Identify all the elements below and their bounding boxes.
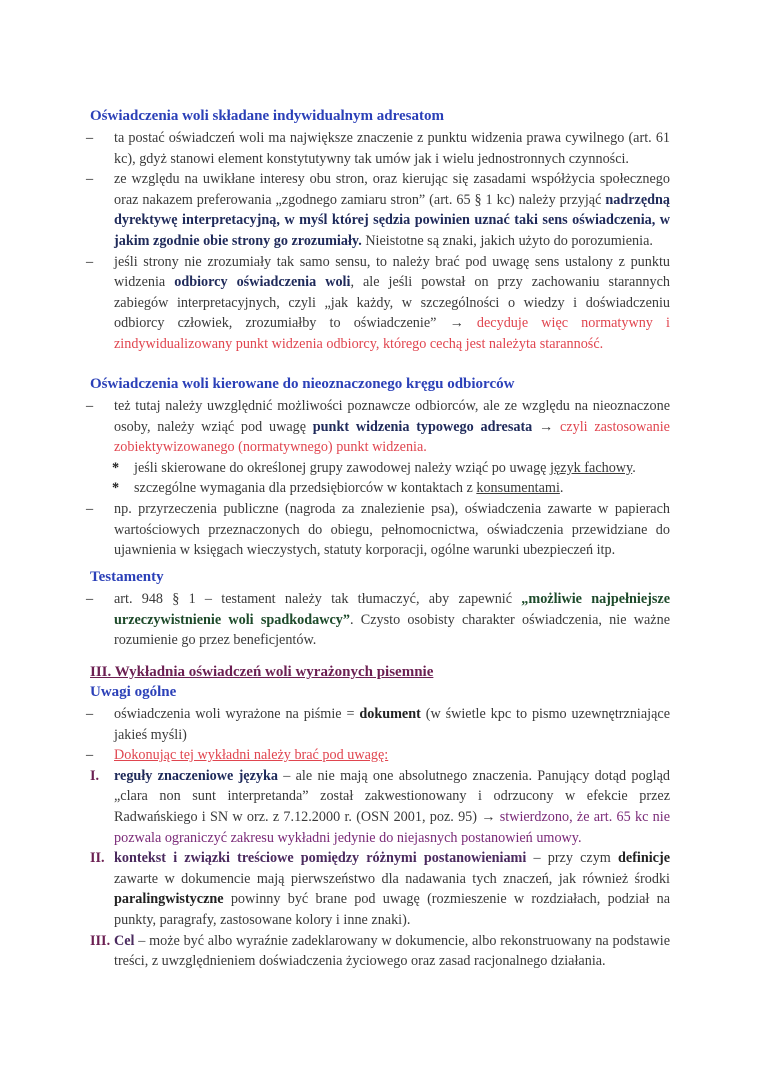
paragraph-text: powinny być brane pod uwagę (rozmieszenie w rozdziałach, podział na punkty, paragrafy, zastosowane kolory i inne znaki).	[114, 891, 670, 928]
dash-marker: –	[86, 591, 94, 607]
bold-term-text: reguły znaczeniowe języka	[114, 767, 278, 784]
bold-term-text: kontekst i związki treściowe pomiędzy różnymi postanowieniami	[114, 850, 527, 867]
roman-numeral: I.	[90, 767, 100, 784]
list-item	[86, 128, 670, 169]
list-item	[86, 589, 670, 651]
paragraph-text: , ale jeśli powstał on przy zachowaniu starannych zabiegów interpretacyjnych, czyli „jak każdy, w szczególności o wiedzy i doświadczeniu odbiorcy człowiek, zrozumiałby to oświadczenie” →	[114, 274, 670, 332]
paragraph-text: – ale nie mają one absolutnego znaczenia. Panujący dotąd pogląd „clara non sunt interpretanda” został zakwestionowany i odrzucony w efekcie przez Radwańskiego i SN w orz. z 7.12.2000 r. (OSN 2001, poz. 95) →	[114, 767, 670, 825]
list-item	[86, 745, 670, 766]
dash-marker: –	[86, 706, 94, 722]
section-heading-general-remarks: Uwagi ogólne	[90, 684, 177, 700]
paragraph-text: . Czysto osobisty charakter oświadczenia, nie ważne rozumienie go przez beneficjentów.	[114, 611, 670, 649]
sub-list-item	[90, 478, 670, 499]
bold-quote-text: „możliwie najpełniejsze urzeczywistnienie woli spadkodawcy”	[114, 591, 670, 628]
arrow-text: →	[532, 418, 560, 435]
section-heading-individual: Oświadczenia woli składane indywidualnym adresatom	[90, 108, 444, 124]
dash-marker: –	[86, 253, 94, 270]
paragraph-text: jeśli strony nie zrozumiały tak samo sensu, to należy brać pod uwagę sens ustalony z punktu widzenia	[114, 253, 670, 291]
section-heading-undefined-recipients: Oświadczenia woli kierowane do nieoznaczonego kręgu odbiorców	[90, 376, 515, 392]
list-item	[86, 169, 670, 251]
paragraph-text: oświadczenia woli wyrażone na piśmie =	[114, 706, 360, 722]
underlined-text: język fachowy	[550, 459, 633, 476]
chapter-title: III. Wykładnia oświadczeń woli wyrażonych pisemnie	[90, 664, 434, 680]
list-item	[86, 704, 670, 745]
list-item	[86, 252, 670, 355]
bold-directive-text: nadrzędną dyrektywę interpretacyjną, w myśl której sędzia powinien uznać taki sens oświadczenia, w jakim zgodnie obie strony go zrozumiały.	[114, 191, 670, 249]
dash-marker: –	[86, 398, 94, 414]
paragraph-text: – może być albo wyraźnie zadeklarowany w dokumencie, albo rekonstruowany na podstawie treści, z uwzględnieniem doświadczenia życiowego oraz zasad racjonalnego działania.	[114, 932, 670, 970]
bold-term-text: Cel	[114, 932, 135, 949]
paragraph-text: (w świetle kpc to pismo uzewnętrzniające jakieś myśli)	[114, 706, 670, 743]
dash-marker: –	[86, 500, 94, 517]
bold-term-text: paralingwistyczne	[114, 891, 224, 908]
roman-list-item	[90, 848, 670, 930]
star-marker: *	[112, 480, 120, 497]
paragraph-text: jeśli skierowane do określonej grupy zawodowej należy wziąć po uwagę	[134, 459, 551, 476]
red-emphasis-text: decyduje więc normatywny i zindywidualizowany punkt widzenia odbiorcy, którego cechą jest należyta staranność.	[114, 315, 670, 352]
section-body-undefined-recipients	[86, 396, 670, 561]
bold-term-text: dokument	[359, 706, 421, 722]
dash-marker: –	[86, 130, 94, 146]
bold-term-text: definicje	[618, 850, 671, 867]
red-emphasis-text: czyli zastosowanie zobiektywizowanego (normatywnego) punkt widzenia.	[114, 418, 670, 456]
paragraph-text: np. przyrzeczenia publiczne (nagroda za znalezienie psa), oświadczenia zawarte w papierach wartościowych przeznaczonych do obiegu, pełnomocnictwa, oświadczenia przewidziane do ujawnienia w księgach wieczystych, statuty korporacji, ogólne warunki ubezpieczeń itp.	[114, 500, 670, 559]
roman-list-item	[90, 766, 670, 848]
bold-term-text: punkt widzenia typowego adresata	[312, 418, 533, 435]
paragraph-text: zawarte w dokumencie mają pierwszeństwo dla nadawania tych znaczeń, jak również środki	[114, 870, 670, 887]
roman-list-item	[90, 931, 670, 972]
sub-list-item	[90, 458, 670, 479]
list-item	[86, 499, 670, 561]
paragraph-text: – przy czym	[526, 850, 618, 867]
list-item	[86, 396, 670, 458]
section-body-individual	[86, 128, 670, 355]
paragraph-text: art. 948 § 1 – testament należy tak tłumaczyć, aby zapewnić	[114, 591, 522, 607]
bold-term-text: odbiorcy oświadczenia woli	[174, 274, 351, 291]
underlined-text: konsumentami	[476, 480, 560, 497]
paragraph-text: też tutaj należy uwzględnić możliwości poznawcze odbiorców, ale ze względu na nieoznaczone osoby, należy wziąć pod uwagę	[114, 398, 670, 435]
section-body-testaments	[86, 589, 670, 651]
paragraph-text: ta postać oświadczeń woli ma największe znaczenie z punktu widzenia prawa cywilnego (art. 61 kc), gdyż stanowi element konstytutywny tak umów jak i wielu jednostronnych czynności.	[114, 130, 670, 167]
section-body-written	[86, 704, 671, 972]
punctuation: .	[559, 480, 564, 497]
section-heading-testaments: Testamenty	[90, 569, 164, 585]
roman-numeral: III.	[90, 932, 111, 949]
paragraph-text: ze względu na uwikłane interesy obu stron, oraz kierując się zasadami współżycia społecznego oraz nakazem preferowania „zgodnego zamiaru stron” (art. 65 § 1 kc) należy przyjąć	[114, 171, 670, 208]
red-underlined-text: Dokonując tej wykładni należy brać pod uwagę:	[114, 747, 389, 764]
paragraph-text: szczególne wymagania dla przedsiębiorców w kontaktach z	[134, 480, 477, 497]
punctuation: .	[632, 459, 636, 476]
roman-numeral: II.	[90, 850, 105, 867]
star-marker: *	[112, 459, 120, 476]
dash-marker: –	[86, 171, 94, 188]
purple-emphasis-text: stwierdzono, że art. 65 kc nie pozwala ograniczyć zakresu wykładni jedynie do niejasnych postanowień umowy.	[114, 808, 670, 846]
dash-marker: –	[86, 747, 94, 764]
paragraph-text: Nieistotne są znaki, jakich użyto do porozumienia.	[361, 232, 653, 249]
